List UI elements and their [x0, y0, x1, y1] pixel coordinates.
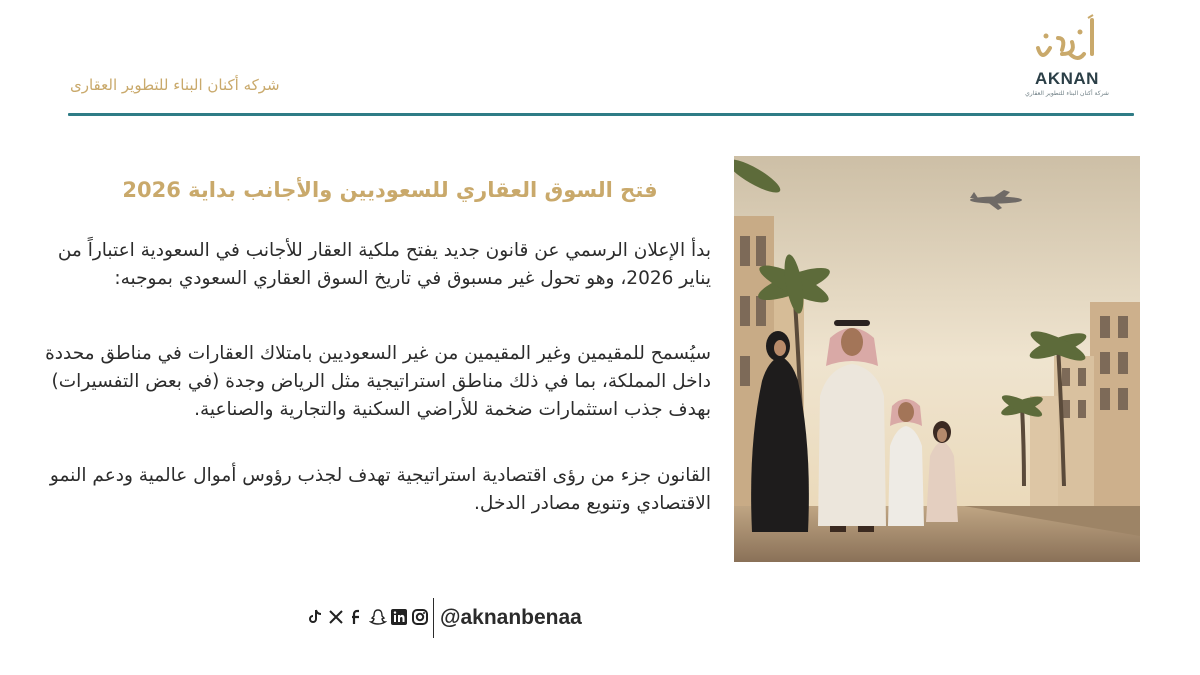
- footer-divider: [433, 598, 434, 638]
- article-paragraph-3: القانون جزء من رؤى اقتصادية استراتيجية تهدف لجذب رؤوس أموال عالمية ودعم النمو الاقتصادي وتنويع مصادر الدخل.: [49, 465, 711, 514]
- logo-subtitle: شركة أكنان البناء للتطوير العقاري: [1025, 90, 1109, 97]
- snapchat-icon[interactable]: [369, 608, 387, 626]
- aknan-arabic-logo-icon: [1032, 14, 1102, 66]
- linkedin-icon[interactable]: [390, 608, 408, 626]
- social-handle[interactable]: @aknanbenaa: [440, 606, 582, 629]
- tiktok-icon[interactable]: [306, 608, 324, 626]
- article-paragraph-2: سيُسمح للمقيمين وغير المقيمين من غير السعوديين بامتلاك العقارات في مناطق محددة داخل المملكة، بما في ذلك مناطق استراتيجية مثل الرياض وجدة (في بعض التفسيرات) بهدف جذب استثمارات ضخمة للأراضي السكنية والتجارية والصناعية.: [45, 343, 711, 420]
- brand-logo: [1026, 14, 1108, 106]
- family-walking-image: [734, 156, 1140, 562]
- company-name: شركه أكنان البناء للتطوير العقارى: [70, 76, 280, 94]
- header-divider: [68, 113, 1134, 116]
- x-icon[interactable]: [327, 608, 345, 626]
- social-icons-row: [306, 604, 429, 630]
- article-paragraph-1: بدأ الإعلان الرسمي عن قانون جديد يفتح ملكية العقار للأجانب في السعودية اعتباراً من يناير 2026، وهو تحول غير مسبوق في تاريخ السوق العقاري السعودي بموجبه:: [57, 240, 711, 289]
- facebook-icon[interactable]: [348, 608, 366, 626]
- instagram-icon[interactable]: [411, 608, 429, 626]
- family-street-illustration: [734, 156, 1140, 562]
- article-title: فتح السوق العقاري للسعوديين والأجانب بداية 2026: [122, 178, 658, 202]
- logo-wordmark: AKNAN: [1035, 69, 1099, 88]
